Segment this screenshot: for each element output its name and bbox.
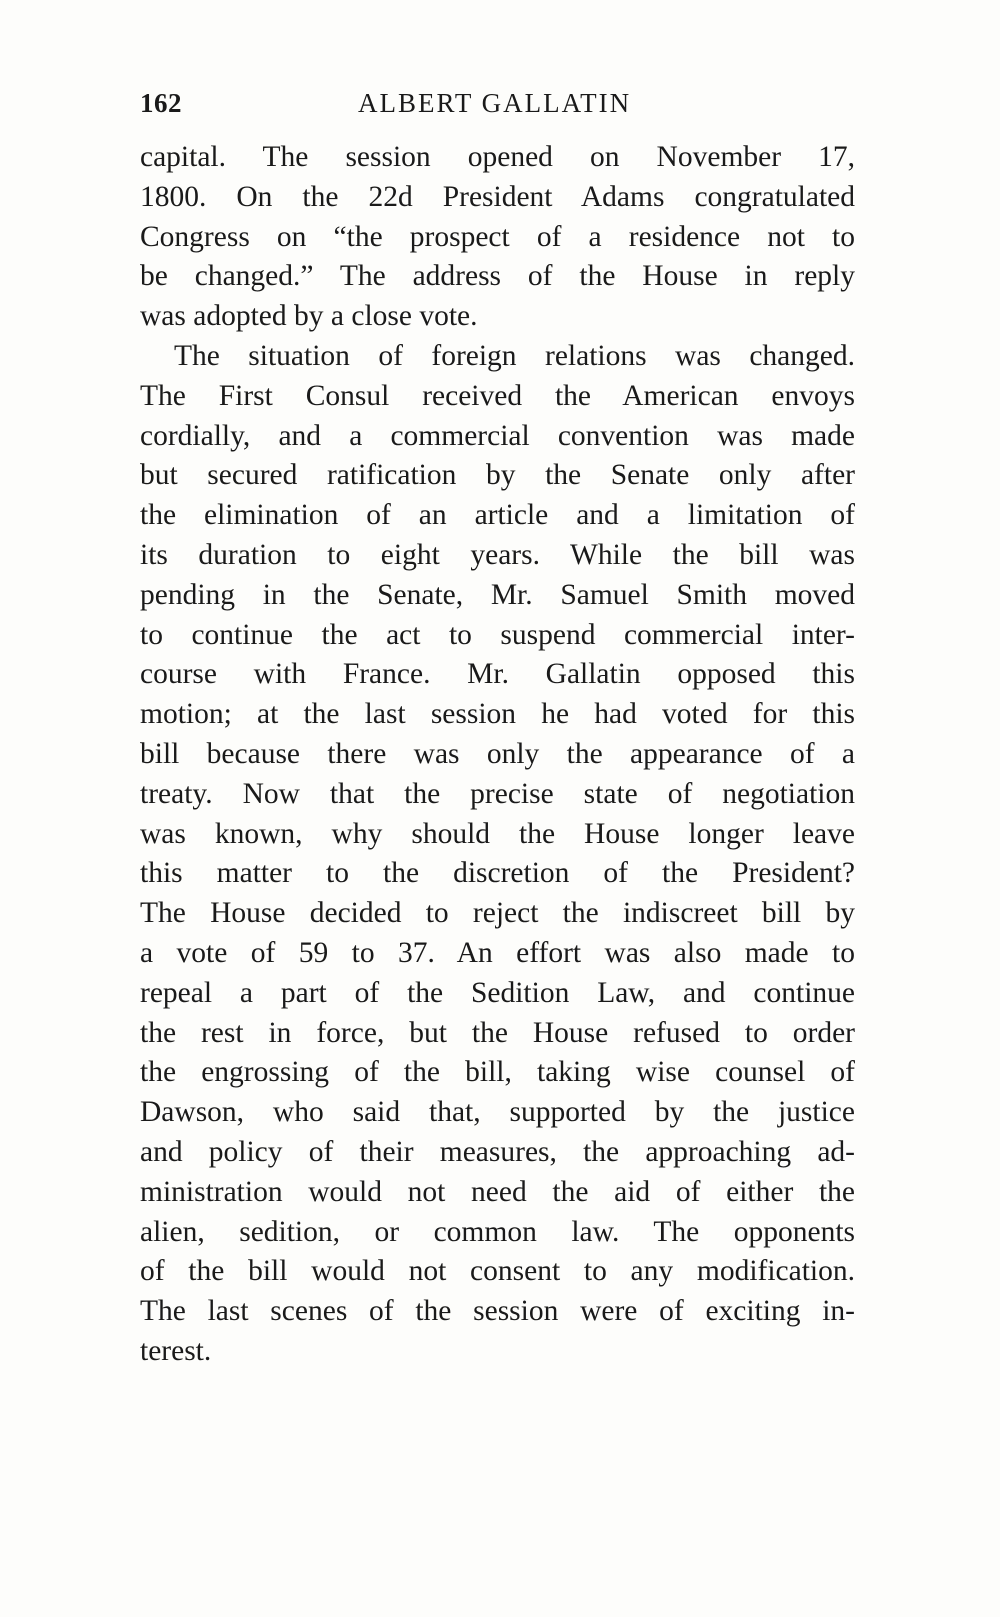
text-line: the rest in force, but the House refused to order bbox=[140, 1016, 855, 1049]
running-title: ALBERT GALLATIN bbox=[358, 88, 632, 118]
text-line: be changed.” The address of the House in reply bbox=[140, 260, 855, 293]
text-line: was known, why should the House longer leave bbox=[140, 817, 855, 850]
text-line: cordially, and a commercial convention was made bbox=[140, 419, 855, 452]
text-line: The last scenes of the session were of exciting in- bbox=[140, 1295, 855, 1328]
page-number: 162 bbox=[140, 88, 182, 118]
text-line: but secured ratification by the Senate only after bbox=[140, 459, 855, 492]
text-line: course with France. Mr. Gallatin opposed this bbox=[140, 658, 855, 691]
text-line: The First Consul received the American envoys bbox=[140, 379, 855, 412]
text-line: to continue the act to suspend commercial inter- bbox=[140, 618, 855, 651]
text-line: ministration would not need the aid of either the bbox=[140, 1175, 855, 1208]
text-line: bill because there was only the appearance of a bbox=[140, 737, 855, 770]
text-line: The House decided to reject the indiscreet bill by bbox=[140, 897, 855, 930]
text-line: the engrossing of the bill, taking wise counsel of bbox=[140, 1056, 855, 1089]
text-line: pending in the Senate, Mr. Samuel Smith moved bbox=[140, 578, 855, 611]
text-line: repeal a part of the Sedition Law, and continue bbox=[140, 976, 855, 1009]
text-line: and policy of their measures, the approaching ad- bbox=[140, 1135, 855, 1168]
text-line: capital. The session opened on November 17, bbox=[140, 141, 855, 173]
text-line: was adopted by a close vote. bbox=[140, 300, 478, 333]
text-line: this matter to the discretion of the President? bbox=[140, 857, 855, 890]
text-line: treaty. Now that the precise state of negotiation bbox=[140, 777, 855, 810]
text-line: its duration to eight years. While the bill was bbox=[140, 538, 855, 571]
text-line: terest. bbox=[140, 1334, 212, 1367]
paragraph-1 bbox=[140, 138, 855, 337]
text-line: a vote of 59 to 37. An effort was also made to bbox=[140, 936, 855, 969]
text-line: The situation of foreign relations was changed. bbox=[174, 339, 855, 372]
text-line: Congress on “the prospect of a residence not to bbox=[140, 220, 855, 253]
text-line: motion; at the last session he had voted for this bbox=[140, 698, 855, 731]
paragraph-2 bbox=[140, 337, 855, 1372]
running-head bbox=[140, 88, 860, 128]
text-line: 1800. On the 22d President Adams congratulated bbox=[140, 180, 855, 213]
text-line: alien, sedition, or common law. The opponents bbox=[140, 1215, 855, 1248]
text-line: Dawson, who said that, supported by the justice bbox=[140, 1096, 855, 1129]
text-line: of the bill would not consent to any modification. bbox=[140, 1255, 855, 1288]
text-line: the elimination of an article and a limitation of bbox=[140, 499, 855, 532]
body-text bbox=[140, 138, 855, 1372]
